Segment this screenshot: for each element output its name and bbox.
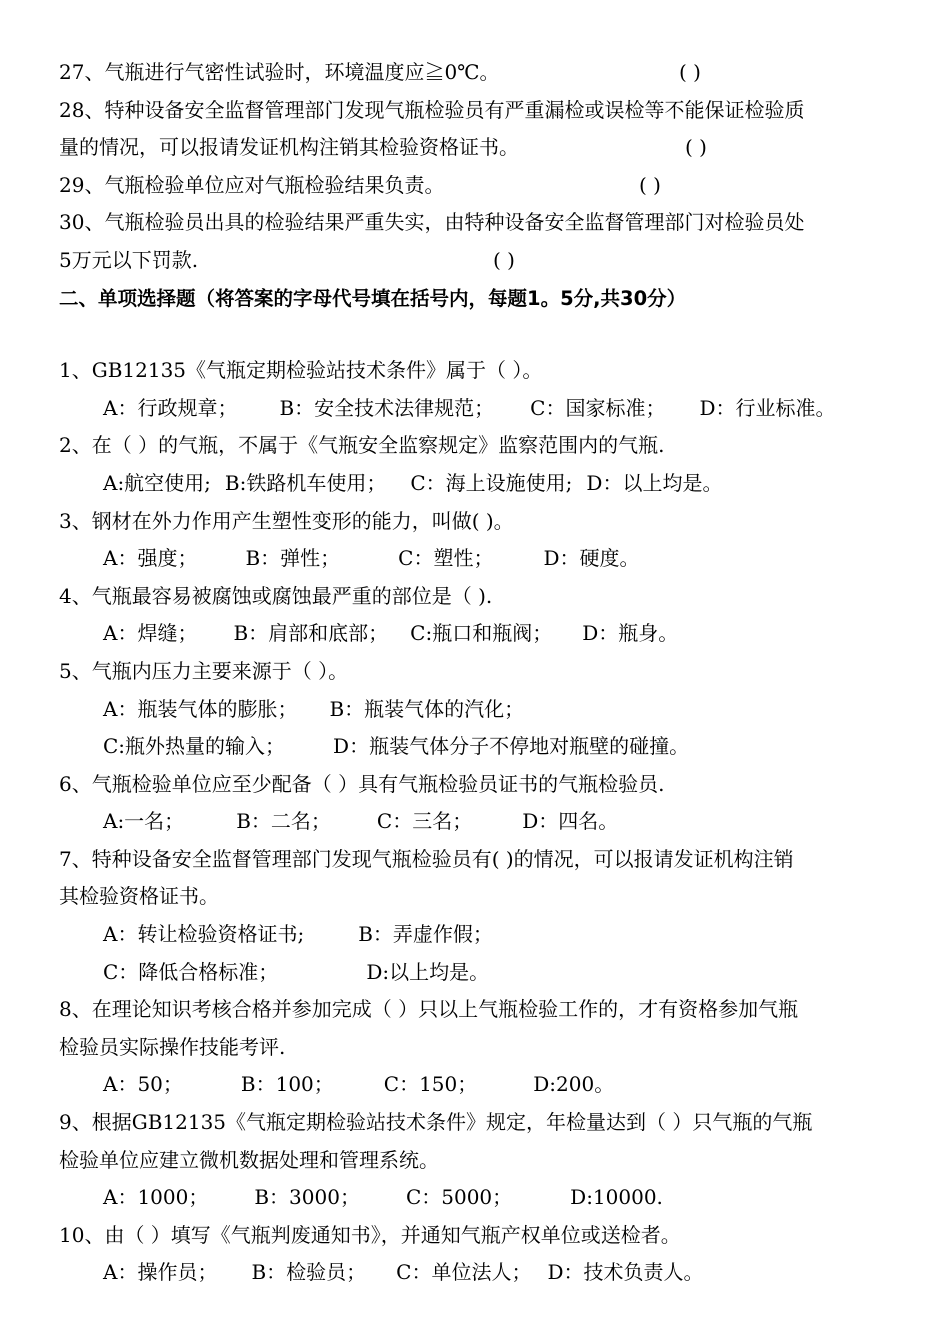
answer-option[interactable]: B：安全技术法律规范； bbox=[279, 395, 495, 420]
answer-option[interactable]: C：单位法人； bbox=[396, 1260, 532, 1285]
question-text: 2、在（ ）的气瓶，不属于《气瓶安全监察规定》监察范围内的气瓶. bbox=[59, 433, 665, 458]
answer-bracket: ( ) bbox=[679, 60, 701, 84]
question-text: 6、气瓶检验单位应至少配备（ ）具有气瓶检验员证书的气瓶检验员. bbox=[59, 771, 665, 796]
options-row bbox=[59, 916, 899, 954]
document-page bbox=[59, 54, 899, 1292]
answer-option[interactable]: C：降低合格标准； bbox=[103, 959, 279, 984]
answer-option[interactable]: A：转让检验资格证书; bbox=[103, 922, 305, 947]
question-line bbox=[59, 204, 899, 242]
answer-option[interactable]: C:瓶口和瓶阀； bbox=[410, 621, 553, 646]
question-line bbox=[59, 1104, 899, 1142]
section-heading: 二、单项选择题（将答案的字母代号填在括号内，每题1。5分,共30分） bbox=[59, 286, 687, 310]
true-false-section bbox=[59, 54, 899, 280]
answer-option[interactable]: D:以上均是。 bbox=[366, 959, 490, 984]
answer-option[interactable]: D：硬度。 bbox=[543, 546, 640, 571]
answer-option[interactable]: B：肩部和底部； bbox=[233, 621, 389, 646]
answer-option[interactable]: B：100； bbox=[240, 1072, 334, 1097]
question-text: 其检验资格证书。 bbox=[59, 884, 219, 909]
spacer bbox=[59, 317, 899, 352]
answer-option[interactable]: D：行业标准。 bbox=[699, 395, 836, 420]
question-text: 28、特种设备安全监督管理部门发现气瓶检验员有严重漏检或误检等不能保证检验质 bbox=[59, 97, 805, 122]
answer-option[interactable]: C：150； bbox=[383, 1072, 478, 1097]
question-text: 7、特种设备安全监督管理部门发现气瓶检验员有( )的情况，可以报请发证机构注销 bbox=[59, 846, 794, 871]
question-line bbox=[59, 766, 899, 804]
answer-option[interactable]: A：1000； bbox=[103, 1185, 209, 1210]
question-text: 4、气瓶最容易被腐蚀或腐蚀最严重的部位是（ ). bbox=[59, 583, 493, 608]
single-choice-section bbox=[59, 352, 899, 1292]
answer-option[interactable]: C：塑性； bbox=[398, 546, 494, 571]
answer-option[interactable]: D:200。 bbox=[533, 1072, 615, 1097]
answer-option[interactable]: D：四名。 bbox=[522, 809, 619, 834]
answer-option[interactable]: A:一名； bbox=[103, 809, 185, 834]
options-row bbox=[59, 803, 899, 841]
question-line bbox=[59, 1142, 899, 1180]
answer-option[interactable]: A：焊缝； bbox=[103, 621, 198, 646]
answer-option[interactable]: A：强度； bbox=[103, 546, 198, 571]
question-line bbox=[59, 92, 899, 130]
answer-bracket: ( ) bbox=[685, 135, 707, 160]
answer-option[interactable]: D：技术负责人。 bbox=[547, 1260, 704, 1285]
question-text: 9、根据GB12135《气瓶定期检验站技术条件》规定，年检量达到（ ）只气瓶的气瓶 bbox=[59, 1110, 813, 1135]
answer-option[interactable]: B：3000； bbox=[254, 1185, 360, 1210]
answer-option[interactable]: C：海上设施使用; bbox=[410, 470, 573, 495]
question-line bbox=[59, 54, 899, 92]
question-line bbox=[59, 352, 899, 390]
options-row bbox=[59, 540, 899, 578]
answer-option[interactable]: A：瓶装气体的膨胀； bbox=[103, 696, 298, 721]
question-text: 8、在理论知识考核合格并参加完成（ ）只以上气瓶检验工作的，才有资格参加气瓶 bbox=[59, 997, 799, 1022]
question-line bbox=[59, 653, 899, 691]
options-row bbox=[59, 691, 899, 729]
options-row bbox=[59, 465, 899, 503]
answer-bracket: ( ) bbox=[639, 172, 661, 197]
answer-option[interactable]: A：操作员； bbox=[103, 1260, 218, 1285]
answer-option[interactable]: C：三名； bbox=[376, 809, 473, 834]
question-line bbox=[59, 427, 899, 465]
options-row bbox=[59, 1179, 899, 1217]
answer-option[interactable]: B：二名； bbox=[236, 809, 331, 834]
answer-option[interactable]: C：国家标准； bbox=[530, 395, 666, 420]
options-row bbox=[59, 1254, 899, 1292]
answer-bracket: ( ) bbox=[493, 247, 515, 272]
question-text: 1、GB12135《气瓶定期检验站技术条件》属于（ ）。 bbox=[59, 358, 543, 383]
question-text: 10、由（ ）填写《气瓶判废通知书》，并通知气瓶产权单位或送检者。 bbox=[59, 1222, 681, 1247]
question-line bbox=[59, 991, 899, 1029]
answer-option[interactable]: B:铁路机车使用； bbox=[224, 470, 387, 495]
answer-option[interactable]: D：以上均是。 bbox=[586, 470, 723, 495]
answer-option[interactable]: B：瓶装气体的汽化； bbox=[329, 696, 525, 721]
question-line bbox=[59, 242, 899, 280]
options-row bbox=[59, 728, 899, 766]
question-text: 5、气瓶内压力主要来源于（ ）。 bbox=[59, 658, 349, 683]
answer-option[interactable]: C:瓶外热量的输入； bbox=[103, 734, 286, 759]
question-line bbox=[59, 129, 899, 167]
answer-option[interactable]: B：检验员； bbox=[251, 1260, 367, 1285]
answer-option[interactable]: B：弹性； bbox=[245, 546, 341, 571]
question-line bbox=[59, 578, 899, 616]
answer-option[interactable]: A：行政规章； bbox=[103, 395, 238, 420]
question-text: 29、气瓶检验单位应对气瓶检验结果负责。 bbox=[59, 172, 445, 197]
answer-option[interactable]: B：弄虚作假； bbox=[358, 922, 493, 947]
options-row bbox=[59, 390, 899, 428]
question-text: 27、气瓶进行气密性试验时，环境温度应≧0℃。 bbox=[59, 60, 500, 84]
question-line bbox=[59, 878, 899, 916]
question-text: 检验单位应建立微机数据处理和管理系统。 bbox=[59, 1147, 439, 1172]
question-text: 30、气瓶检验员出具的检验结果严重失实，由特种设备安全监督管理部门对检验员处 bbox=[59, 210, 805, 235]
question-text: 检验员实际操作技能考评. bbox=[59, 1034, 286, 1059]
options-row bbox=[59, 954, 899, 992]
question-text: 量的情况，可以报请发证机构注销其检验资格证书。 bbox=[59, 135, 519, 160]
question-line bbox=[59, 1029, 899, 1067]
answer-option[interactable]: C：5000； bbox=[405, 1185, 513, 1210]
options-row bbox=[59, 615, 899, 653]
question-line bbox=[59, 503, 899, 541]
answer-option[interactable]: D：瓶装气体分子不停地对瓶壁的碰撞。 bbox=[333, 734, 690, 759]
question-line bbox=[59, 167, 899, 205]
answer-option[interactable]: D:10000. bbox=[570, 1185, 663, 1210]
question-text: 3、钢材在外力作用产生塑性变形的能力，叫做( )。 bbox=[59, 508, 514, 533]
answer-option[interactable]: A:航空使用; bbox=[103, 470, 211, 495]
answer-option[interactable]: D：瓶身。 bbox=[582, 621, 679, 646]
question-line bbox=[59, 841, 899, 879]
answer-option[interactable]: A：50； bbox=[103, 1072, 183, 1097]
options-row bbox=[59, 1066, 899, 1104]
question-text: 5万元以下罚款. bbox=[59, 247, 199, 272]
question-line bbox=[59, 1217, 899, 1255]
